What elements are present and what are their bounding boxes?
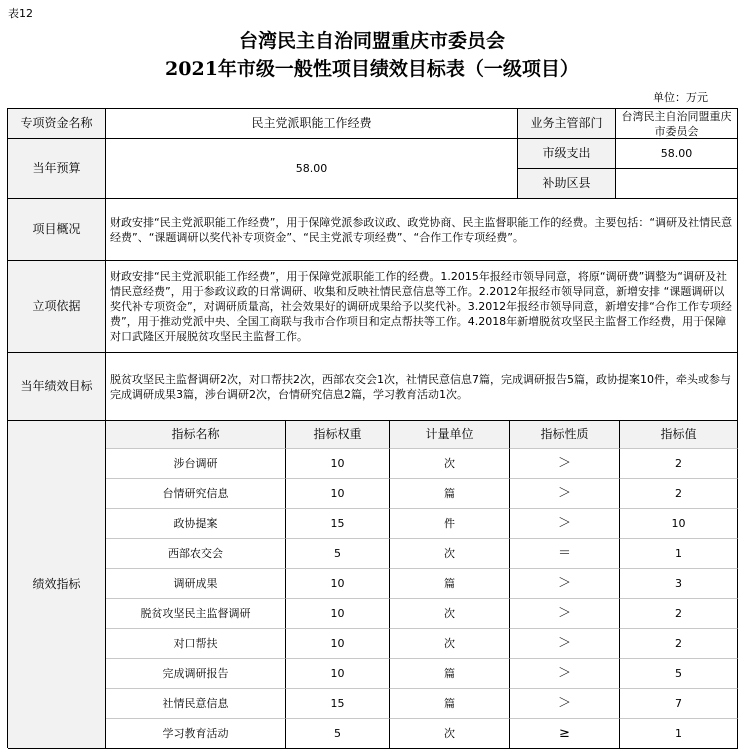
indicator-weight: 10: [286, 449, 390, 479]
title-line-1: 台湾民主自治同盟重庆市委员会: [238, 30, 505, 52]
goal-label: 当年绩效目标: [8, 353, 106, 421]
budget-label: 当年预算: [8, 139, 106, 199]
county-subsidy-label: 补助区县: [518, 169, 616, 199]
fund-name-label: 专项资金名称: [8, 109, 106, 139]
table-number: 表12: [8, 7, 33, 20]
indicator-name: 涉台调研: [106, 449, 286, 479]
performance-goal-table: [7, 108, 738, 748]
indicator-weight: 5: [286, 719, 390, 749]
column-header-value: 指标值: [620, 421, 738, 449]
indicator-nature: ＞: [510, 689, 620, 719]
indicator-nature: ＞: [510, 449, 620, 479]
fund-name-value: 民主党派职能工作经费: [106, 109, 518, 139]
indicator-unit: 次: [390, 539, 510, 569]
indicator-nature: ≥: [510, 719, 620, 749]
column-header-nature: 指标性质: [510, 421, 620, 449]
indicator-name: 脱贫攻坚民主监督调研: [106, 599, 286, 629]
indicator-value: 10: [620, 509, 738, 539]
indicator-nature: ＞: [510, 509, 620, 539]
budget-value: 58.00: [106, 139, 518, 199]
indicator-weight: 10: [286, 479, 390, 509]
indicator-weight: 10: [286, 659, 390, 689]
indicator-value: 2: [620, 629, 738, 659]
indicators-section-label: 绩效指标: [8, 421, 106, 749]
indicator-value: 5: [620, 659, 738, 689]
indicator-weight: 15: [286, 689, 390, 719]
indicator-nature: ＞: [510, 659, 620, 689]
indicator-name: 台情研究信息: [106, 479, 286, 509]
dept-value: 台湾民主自治同盟重庆市委员会: [616, 109, 738, 139]
indicator-nature: ＞: [510, 629, 620, 659]
indicator-weight: 15: [286, 509, 390, 539]
title-line-2: 2021年市级一般性项目绩效目标表（一级项目）: [165, 58, 579, 80]
basis-text: 财政安排“民主党派职能工作经费”，用于保障党派职能工作的经费。1.2015年报经市领导同意，将原“调研费”调整为“调研及社情民意经费”，用于参政议政的日常调研、收集和反映社情民意信息等工作。2.2012年报经市领导同意，新增安排 “课题调研以奖代补专项资金”，对调研质量高，社会效果好的调研成果给予以奖代补。3.2012年报经市领导同意，新增安排“合作工作专项经费”，用于推动党派中央、全国工商联与我市合作项目和定点帮扶等工作。4.2018年新增脱贫攻坚民主监督工作经费，用于保障对口武隆区开展脱贫攻坚民主监督工作。: [106, 261, 738, 353]
county-subsidy-value: [616, 169, 738, 199]
indicator-weight: 10: [286, 569, 390, 599]
indicator-nature: ＝: [510, 539, 620, 569]
column-header-weight: 指标权重: [286, 421, 390, 449]
indicator-value: 2: [620, 479, 738, 509]
goal-text: 脱贫攻坚民主监督调研2次，对口帮扶2次，西部农交会1次，社情民意信息7篇，完成调研报告5篇，政协提案10件，牵头或参与完成调研成果3篇，涉台调研2次，台情研究信息2篇，学习教育活动1次。: [106, 353, 738, 421]
indicator-value: 2: [620, 599, 738, 629]
indicator-weight: 5: [286, 539, 390, 569]
indicator-name: 政协提案: [106, 509, 286, 539]
indicator-value: 7: [620, 689, 738, 719]
indicator-name: 完成调研报告: [106, 659, 286, 689]
indicator-unit: 次: [390, 629, 510, 659]
indicator-name: 学习教育活动: [106, 719, 286, 749]
indicator-unit: 次: [390, 719, 510, 749]
indicator-unit: 次: [390, 599, 510, 629]
indicator-nature: ＞: [510, 479, 620, 509]
overview-text: 财政安排“民主党派职能工作经费”，用于保障党派参政议政、政党协商、民主监督职能工作的经费。主要包括：“调研及社情民意经费”、“课题调研以奖代补专项资金”、“民主党派专项经费”、“合作工作专项经费”。: [106, 199, 738, 261]
indicator-unit: 篇: [390, 659, 510, 689]
indicator-value: 1: [620, 539, 738, 569]
indicator-unit: 次: [390, 449, 510, 479]
indicator-unit: 件: [390, 509, 510, 539]
column-header-unit: 计量单位: [390, 421, 510, 449]
indicator-value: 2: [620, 449, 738, 479]
unit-label: 单位：万元: [653, 91, 708, 104]
indicator-value: 1: [620, 719, 738, 749]
indicator-unit: 篇: [390, 689, 510, 719]
basis-label: 立项依据: [8, 261, 106, 353]
indicator-unit: 篇: [390, 479, 510, 509]
indicator-value: 3: [620, 569, 738, 599]
indicator-name: 调研成果: [106, 569, 286, 599]
indicator-name: 对口帮扶: [106, 629, 286, 659]
indicator-nature: ＞: [510, 599, 620, 629]
city-expense-label: 市级支出: [518, 139, 616, 169]
dept-label: 业务主管部门: [518, 109, 616, 139]
indicator-weight: 10: [286, 599, 390, 629]
indicator-unit: 篇: [390, 569, 510, 599]
indicator-weight: 10: [286, 629, 390, 659]
overview-label: 项目概况: [8, 199, 106, 261]
city-expense-value: 58.00: [616, 139, 738, 169]
indicator-nature: ＞: [510, 569, 620, 599]
indicator-name: 西部农交会: [106, 539, 286, 569]
indicator-name: 社情民意信息: [106, 689, 286, 719]
column-header-name: 指标名称: [106, 421, 286, 449]
